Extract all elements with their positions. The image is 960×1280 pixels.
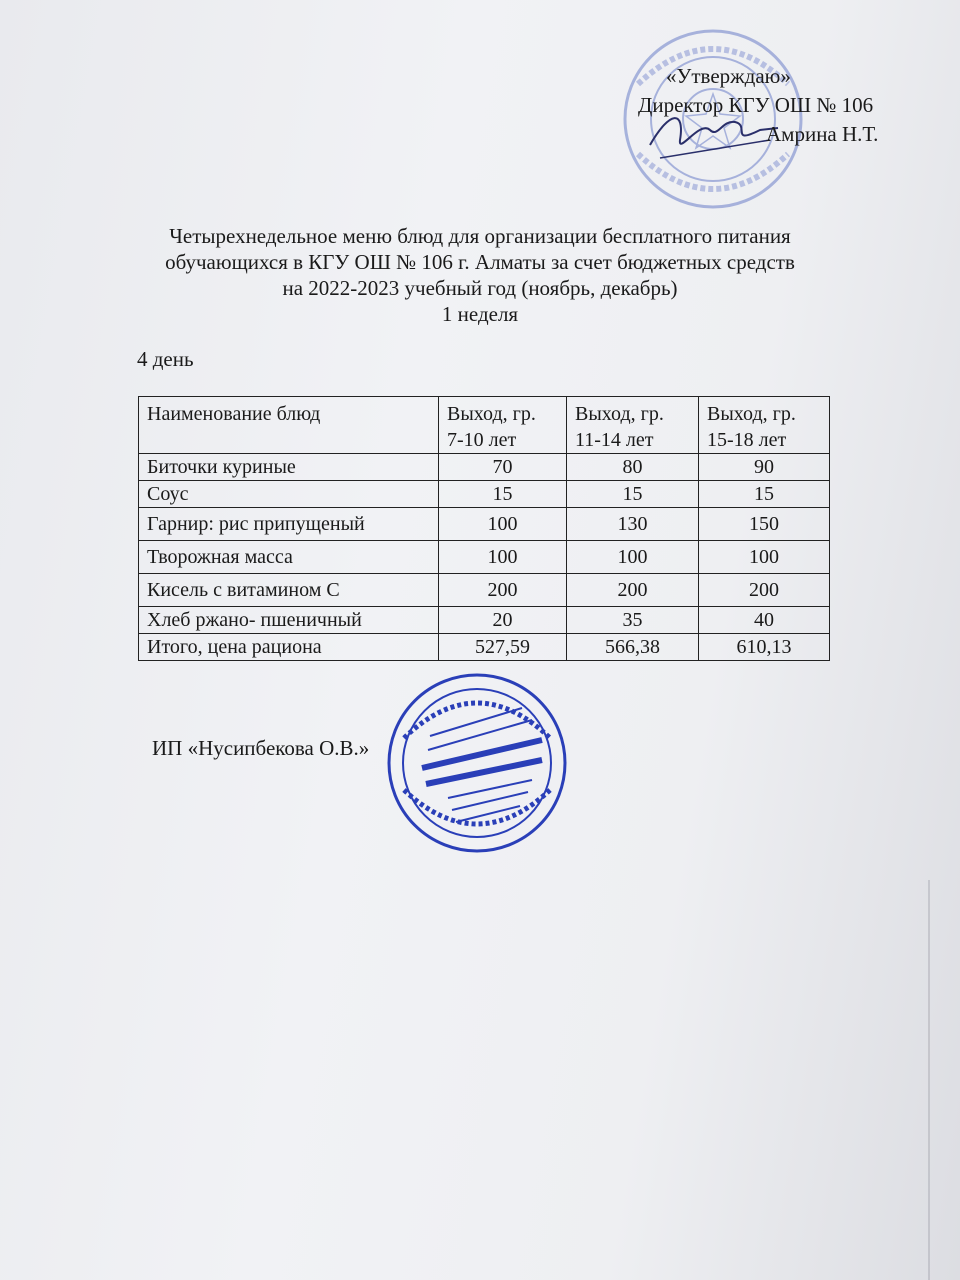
table-row xyxy=(139,541,830,574)
table-total-row xyxy=(139,634,830,661)
approval-name: Амрина Н.Т. xyxy=(766,122,879,146)
title-line-1: Четырехнедельное меню блюд для организации бесплатного питания xyxy=(169,224,791,248)
dish-name: Гарнир: рис припущеный xyxy=(139,508,439,541)
table-cell: 150 xyxy=(699,508,830,541)
table-cell: 200 xyxy=(439,574,567,607)
table-row xyxy=(139,607,830,634)
table-cell: 100 xyxy=(439,541,567,574)
dish-name: Биточки куриные xyxy=(139,454,439,481)
total-price: 527,59 xyxy=(439,634,567,661)
table-row xyxy=(139,454,830,481)
title-week: 1 неделя xyxy=(441,302,519,326)
table-cell: 200 xyxy=(567,574,699,607)
header-yield-11-14: Выход, гр. 11-14 лет xyxy=(567,397,699,454)
document-title xyxy=(110,223,850,327)
table-cell: 130 xyxy=(567,508,699,541)
table-cell: 100 xyxy=(439,508,567,541)
approval-heading: «Утверждаю» xyxy=(666,64,791,88)
total-price: 610,13 xyxy=(699,634,830,661)
header-yield-7-10: Выход, гр. 7-10 лет xyxy=(439,397,567,454)
table-cell: 20 xyxy=(439,607,567,634)
title-line-2: обучающихся в КГУ ОШ № 106 г. Алматы за счет бюджетных средств xyxy=(165,250,795,274)
table-row xyxy=(139,508,830,541)
table-row xyxy=(139,574,830,607)
table-cell: 15 xyxy=(567,481,699,508)
table-cell: 90 xyxy=(699,454,830,481)
table-cell: 100 xyxy=(699,541,830,574)
table-cell: 80 xyxy=(567,454,699,481)
title-line-3: на 2022-2023 учебный год (ноябрь, декабрь) xyxy=(282,276,678,300)
approval-position: Директор КГУ ОШ № 106 xyxy=(638,93,874,117)
table-cell: 15 xyxy=(699,481,830,508)
dish-name: Соус xyxy=(139,481,439,508)
table-row xyxy=(139,481,830,508)
header-yield-15-18: Выход, гр. 15-18 лет xyxy=(699,397,830,454)
table-cell: 35 xyxy=(567,607,699,634)
header-dish-name: Наименование блюд xyxy=(139,397,439,454)
dish-name: Хлеб ржано- пшеничный xyxy=(139,607,439,634)
table-header-row xyxy=(139,397,830,454)
total-label: Итого, цена рациона xyxy=(139,634,439,661)
table-cell: 70 xyxy=(439,454,567,481)
menu-table xyxy=(138,396,830,661)
approval-block xyxy=(620,62,920,149)
table-cell: 40 xyxy=(699,607,830,634)
paper-crease xyxy=(928,880,930,1280)
table-cell: 200 xyxy=(699,574,830,607)
entrepreneur-stamp-icon xyxy=(382,668,572,858)
table-cell: 100 xyxy=(567,541,699,574)
ip-signature-line: ИП «Нусипбекова О.В.» xyxy=(152,736,370,760)
total-price: 566,38 xyxy=(567,634,699,661)
dish-name: Творожная масса xyxy=(139,541,439,574)
day-label: 4 день xyxy=(137,347,194,371)
dish-name: Кисель с витамином С xyxy=(139,574,439,607)
table-cell: 15 xyxy=(439,481,567,508)
